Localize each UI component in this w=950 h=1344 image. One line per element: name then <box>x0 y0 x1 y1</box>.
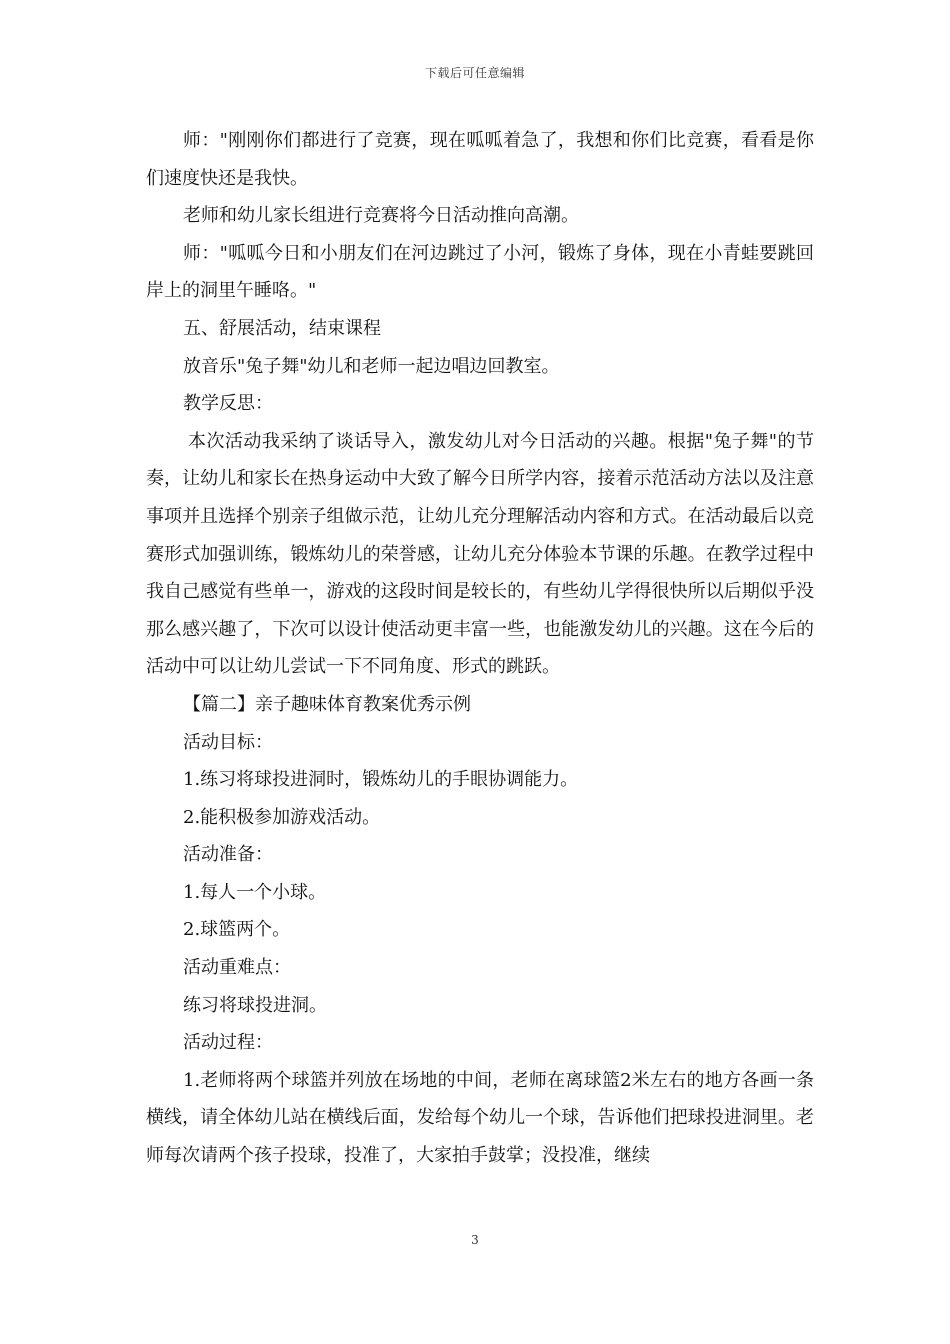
section-heading-stretch: 五、舒展活动，结束课程 <box>183 317 381 339</box>
goal-item-1: 1.练习将球投进洞时，锻炼幼儿的手眼协调能力。 <box>183 769 579 791</box>
heading-key-points: 活动重难点： <box>183 957 291 979</box>
paragraph-music: 放音乐"兔子舞"幼儿和老师一起边唱边回教室。 <box>183 355 560 377</box>
process-step-1: 1.老师将两个球篮并列放在场地的中间，老师在离球篮2米左右的地方各画一条横线，请全体幼儿站在横线后面，发给每个幼儿一个球，告诉他们把球投进洞里。老师每次请两个孩子投球，投准了，大家拍手鼓掌；没投准，继续 <box>146 1069 814 1167</box>
paragraph-competition: 老师和幼儿家长组进行竞赛将今日活动推向高潮。 <box>183 205 579 227</box>
document-body <box>146 122 814 1175</box>
paragraph-teacher-line-2: 师："呱呱今日和小朋友们在河边跳过了小河，锻炼了身体，现在小青蛙要跳回岸上的洞里午睡咯。" <box>146 242 814 302</box>
paragraph-teacher-line-1: 师："刚刚你们都进行了竞赛，现在呱呱着急了，我想和你们比竞赛，看看是你们速度快还是我快。 <box>146 130 814 189</box>
preparation-item-2: 2.球篮两个。 <box>183 919 291 941</box>
paragraph-reflection: 本次活动我采纳了谈话导入，激发幼儿对今日活动的兴趣。根据"兔子舞"的节奏，让幼儿和家长在热身运动中大致了解今日所学内容，接着示范活动方法以及注意事项并且选择个别亲子组做示范，让幼儿充分理解活动内容和方式。在活动最后以竞赛形式加强训练，锻炼幼儿的荣誉感，让幼儿充分体验本节课的乐趣。在教学过程中我自己感觉有些单一，游戏的这段时间是较长的，有些幼儿学得很快所以后期似乎没那么感兴趣了，下次可以设计使活动更丰富一些，也能激发幼儿的兴趣。这在今后的活动中可以让幼儿尝试一下不同角度、形式的跳跃。 <box>146 430 814 678</box>
heading-activity-process: 活动过程： <box>183 1032 273 1054</box>
article-title-part-two: 【篇二】亲子趣味体育教案优秀示例 <box>183 693 471 715</box>
heading-activity-goals: 活动目标： <box>183 731 273 753</box>
page-header: 下载后可任意编辑 <box>424 66 525 80</box>
page-number: 3 <box>471 1233 479 1247</box>
key-point-text: 练习将球投进洞。 <box>183 994 327 1016</box>
heading-activity-preparation: 活动准备： <box>183 844 273 866</box>
preparation-item-1: 1.每人一个小球。 <box>183 881 327 903</box>
heading-teaching-reflection: 教学反思： <box>183 393 273 415</box>
goal-item-2: 2.能积极参加游戏活动。 <box>183 806 381 828</box>
